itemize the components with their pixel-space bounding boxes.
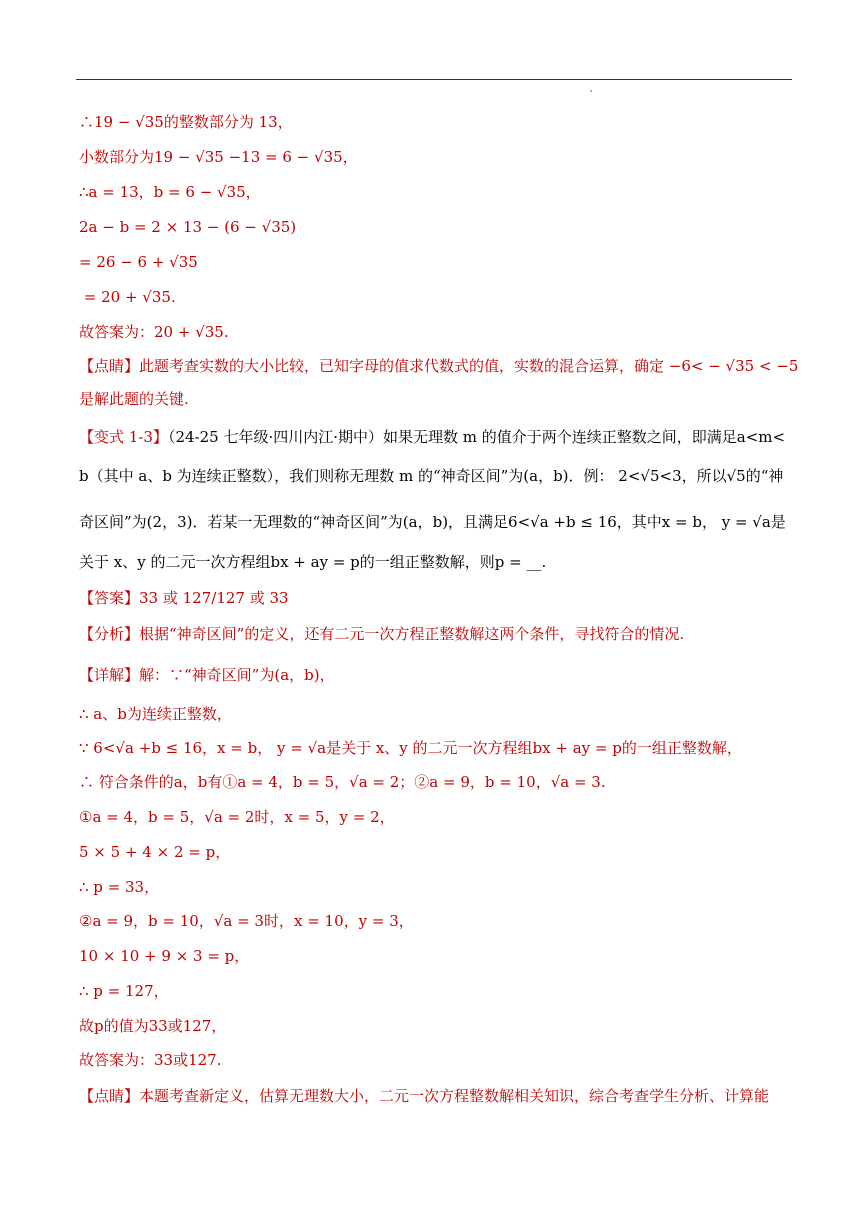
text-line: 小数部分为19 − √35 −13 = 6 − √35， — [79, 148, 358, 166]
analysis-tag: 【分析】 — [79, 625, 140, 643]
variant-line: 奇区间”为(2，3)．若某一无理数的“神奇区间”为(a，b)，且满足6<√a +b ≤ 16，其中x = b， y = √a是 — [79, 513, 786, 531]
variant-line: b（其中 a、b 为连续正整数），我们则称无理数 m 的“神奇区间”为(a，b)．例： 2<√5<3，所以√5的“神 — [79, 467, 784, 485]
answer-text: 33 或 127/127 或 33 — [139, 589, 289, 607]
solution-step: ∴ a、b为连续正整数， — [79, 705, 232, 723]
detail-tag: 【详解】 — [79, 666, 140, 684]
solution-step: 10 × 10 + 9 × 3 = p， — [79, 947, 250, 965]
analysis-row — [79, 624, 798, 644]
variant-tag: 【变式 1-3】 — [79, 428, 168, 446]
variant-text: （24-25 七年级·四川内江·期中）如果无理数 m 的值介于两个连续正整数之间，即满足a<m< — [167, 428, 786, 446]
solution-step: ∴ p = 33， — [79, 878, 160, 896]
solution-step: ∴ 符合条件的a，b有①a = 4，b = 5，√a = 2；②a = 9，b = 10，√a = 3. — [79, 773, 606, 791]
variant-line — [79, 427, 798, 447]
text-line: ∴19 − √35的整数部分为 13， — [79, 113, 293, 131]
comment-text: 本题考查新定义，估算无理数大小，二元一次方程整数解相关知识，综合考查学生分析、计算能 — [139, 1087, 770, 1105]
final-comment-row — [79, 1086, 798, 1106]
header-dot — [590, 90, 592, 92]
comment-line: 【点睛】此题考查实数的大小比较，已知字母的值求代数式的值，实数的混合运算，确定 −6< − √35 < −5 — [79, 357, 799, 375]
comment-tag: 【点睛】 — [79, 1087, 140, 1105]
text-line: ∴a = 13，b = 6 − √35， — [79, 183, 261, 201]
answer-tag: 【答案】 — [79, 589, 140, 607]
text-line: = 20 + √35. — [79, 288, 176, 306]
solution-step: ②a = 9，b = 10，√a = 3时，x = 10，y = 3， — [79, 912, 414, 930]
text-line: = 26 − 6 + √35 — [79, 253, 198, 271]
answer-line: 故答案为：20 + √35. — [79, 323, 229, 341]
answer-row — [79, 588, 798, 608]
header-rule — [76, 79, 792, 80]
solution-step: ∵ 6<√a +b ≤ 16，x = b， y = √a是关于 x、y 的二元一次方程组bx + ay = p的一组正整数解， — [79, 739, 742, 757]
solution-step: ①a = 4，b = 5，√a = 2时，x = 5，y = 2， — [79, 808, 395, 826]
detail-text: 解：∵“神奇区间”为(a，b)， — [139, 666, 335, 684]
solution-step: ∴ p = 127， — [79, 982, 169, 1000]
analysis-text: 根据“神奇区间”的定义，还有二元一次方程正整数解这两个条件，寻找符合的情况. — [139, 625, 685, 643]
solution-step: 故p的值为33或127， — [79, 1017, 227, 1035]
solution-step: 故答案为：33或127. — [79, 1051, 222, 1069]
detail-row — [79, 665, 798, 685]
variant-line: 关于 x、y 的二元一次方程组bx + ay = p的一组正整数解，则p = __. — [79, 553, 547, 571]
text-line: 2a − b = 2 × 13 − (6 − √35) — [79, 218, 297, 236]
solution-step: 5 × 5 + 4 × 2 = p， — [79, 843, 231, 861]
comment-line: 是解此题的关键. — [79, 390, 189, 408]
